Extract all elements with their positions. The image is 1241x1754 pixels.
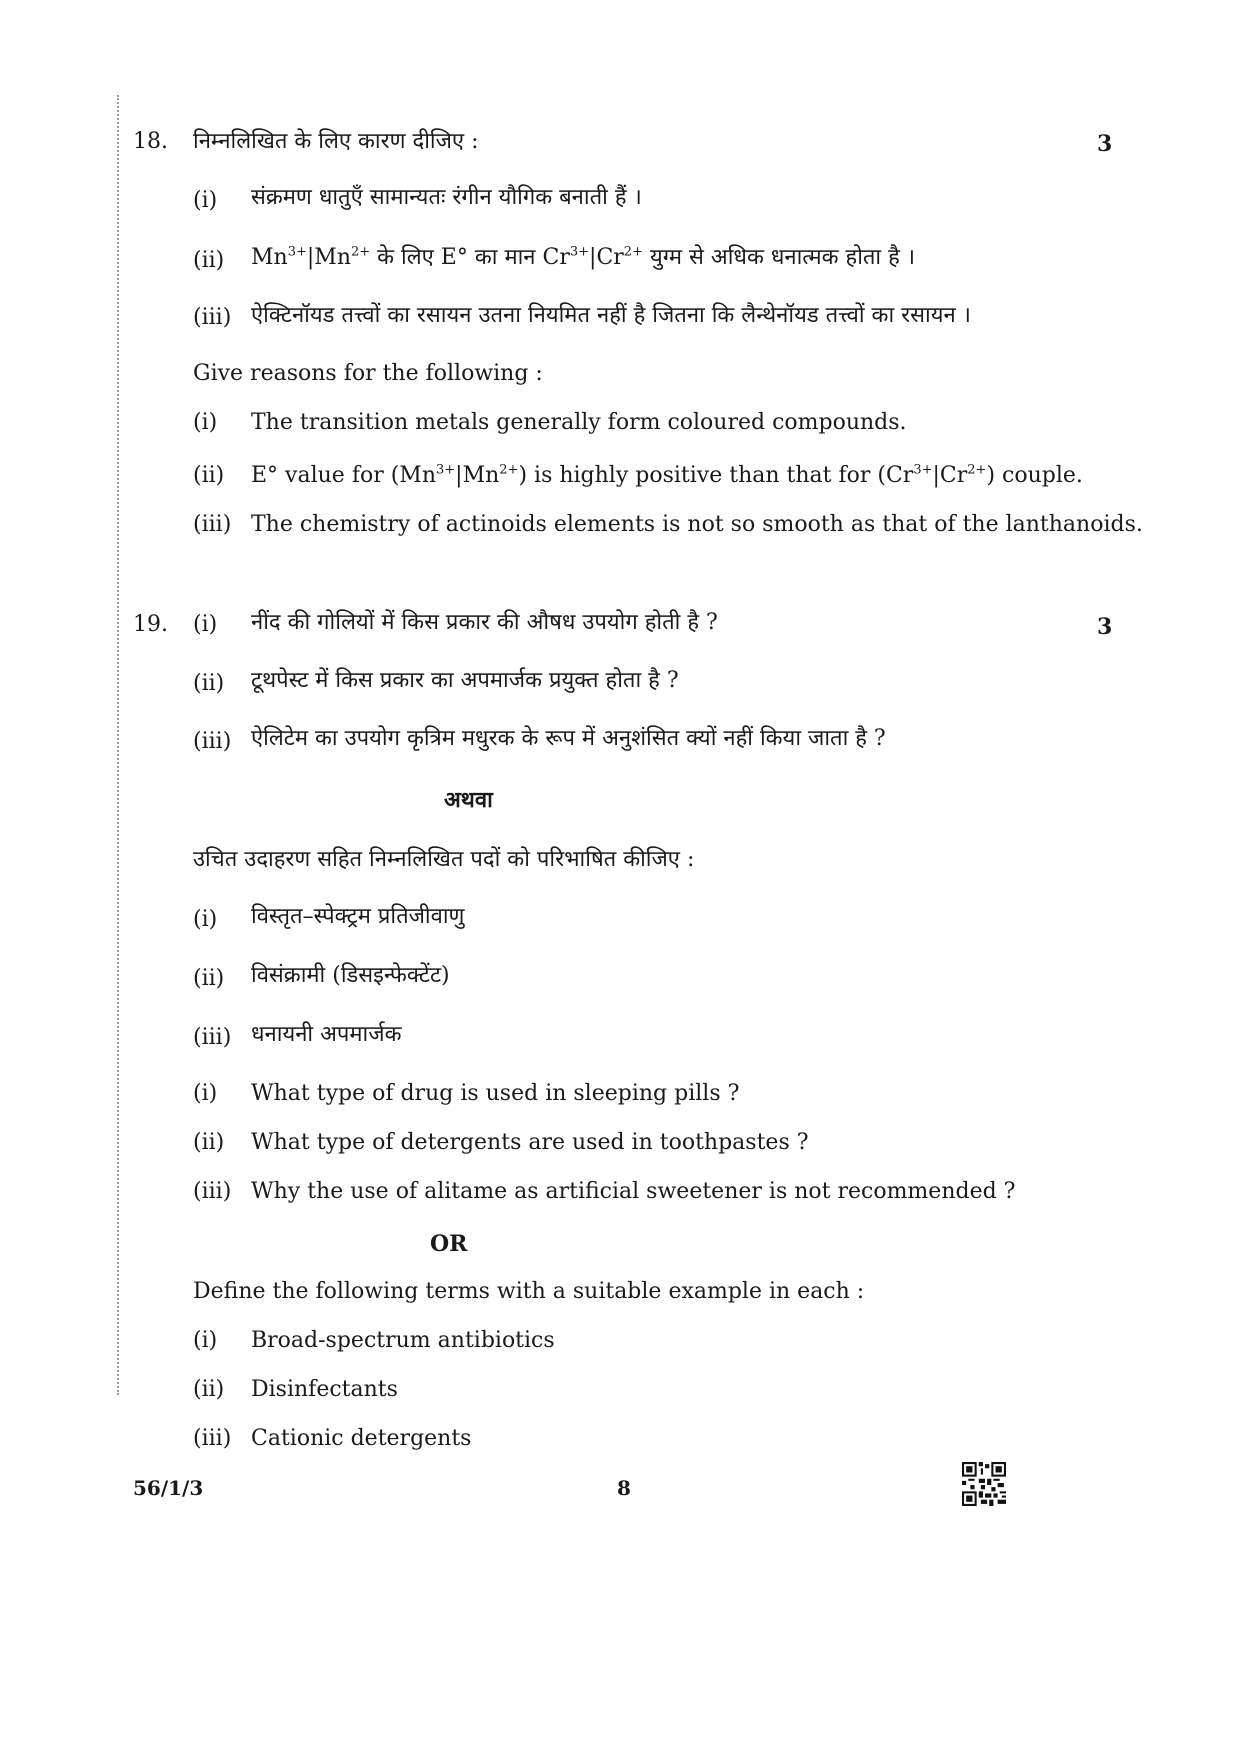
margin-dotted-line	[117, 95, 119, 1395]
item-text-formula: E° value for $(Mn^{3+}|Mn^{2+})$ is highly positive than that for $(Cr^{3+}|Cr^{2+})$ couple.	[251, 462, 1083, 488]
item-text: The transition metals generally form coloured compounds.	[251, 410, 907, 435]
item-text: The chemistry of actinoids elements is not so smooth as that of the lanthanoids.	[251, 512, 1143, 537]
question-marks: 3	[1097, 131, 1113, 157]
question-number: 18.	[133, 129, 168, 154]
item-label: (ii)	[193, 1130, 225, 1155]
item-label: (iii)	[193, 305, 232, 330]
item-text: Disinfectants	[251, 1377, 398, 1402]
question-number: 19.	[133, 612, 168, 637]
item-text: Cationic detergents	[251, 1426, 472, 1451]
item-text: Broad-spectrum antibiotics	[251, 1328, 555, 1353]
item-label: (i)	[193, 1081, 218, 1106]
item-text-formula: $Mn^{3+}|Mn^{2+}$ के लिए E° का मान $Cr^{3+}|Cr^{2+}$ युग्म से अधिक धनात्मक होता है ।	[251, 244, 916, 270]
item-text: नींद की गोलियों में किस प्रकार की औषध उपयोग होती है ?	[251, 610, 718, 635]
item-text: ऐलिटेम का उपयोग कृत्रिम मधुरक के रूप में अनुशंसित क्यों नहीं किया जाता है ?	[251, 726, 886, 751]
item-label: (ii)	[193, 248, 225, 273]
item-label: (iii)	[193, 512, 232, 537]
item-label: (i)	[193, 188, 218, 213]
or-divider-english: OR	[430, 1231, 468, 1257]
item-label: (iii)	[193, 1025, 232, 1050]
item-label: (i)	[193, 410, 218, 435]
item-text: विस्तृत–स्पेक्ट्रम प्रतिजीवाणु	[251, 904, 465, 929]
item-text: संक्रमण धातुएँ सामान्यतः रंगीन यौगिक बनाती हैं ।	[251, 185, 642, 210]
item-text: What type of drug is used in sleeping pills ?	[251, 1081, 740, 1106]
qr-code-icon	[962, 1462, 1006, 1506]
item-label: (ii)	[193, 671, 225, 696]
define-intro-hindi: उचित उदाहरण सहित निम्नलिखित पदों को परिभाषित कीजिए :	[193, 847, 695, 872]
item-label: (iii)	[193, 1179, 232, 1204]
item-label: (iii)	[193, 1426, 232, 1451]
item-text: ऐक्टिनॉयड तत्त्वों का रसायन उतना नियमित नहीं है जितना कि लैन्थेनॉयड तत्त्वों का रसायन ।	[251, 303, 972, 328]
question-intro-hindi: निम्नलिखित के लिए कारण दीजिए :	[193, 129, 479, 154]
item-text: What type of detergents are used in toothpastes ?	[251, 1130, 809, 1155]
question-marks: 3	[1097, 614, 1113, 640]
item-label: (i)	[193, 1328, 218, 1353]
item-text: टूथपेस्ट में किस प्रकार का अपमार्जक प्रयुक्त होता है ?	[251, 668, 679, 693]
or-divider-hindi: अथवा	[444, 787, 493, 813]
item-label: (i)	[193, 907, 218, 932]
item-label: (ii)	[193, 463, 225, 488]
item-label: (iii)	[193, 729, 232, 754]
item-text: धनायनी अपमार्जक	[251, 1022, 402, 1047]
item-label: (ii)	[193, 966, 225, 991]
question-intro-english: Give reasons for the following :	[193, 361, 543, 386]
page-number: 8	[617, 1476, 631, 1500]
item-text: विसंक्रामी (डिसइन्फेक्टेंट)	[251, 963, 450, 988]
paper-code: 56/1/3	[133, 1476, 204, 1500]
item-label: (ii)	[193, 1377, 225, 1402]
item-text: Why the use of alitame as artificial sweetener is not recommended ?	[251, 1179, 1016, 1204]
item-label: (i)	[193, 612, 218, 637]
define-intro-english: Define the following terms with a suitable example in each :	[193, 1279, 865, 1304]
